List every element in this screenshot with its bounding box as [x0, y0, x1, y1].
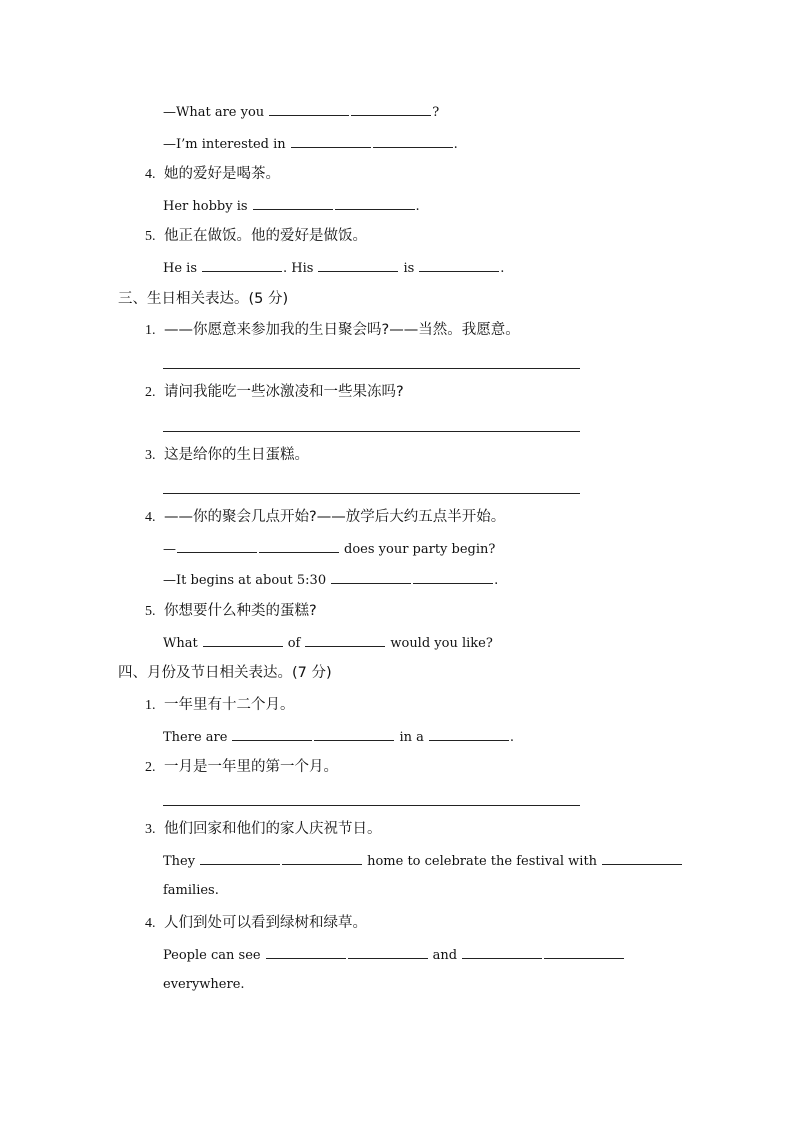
- blank[interactable]: [462, 945, 542, 959]
- blank[interactable]: [413, 570, 493, 584]
- blank[interactable]: [351, 102, 431, 116]
- s4-q1-prompt: 1. 一年里有十二个月。: [145, 697, 295, 713]
- s2-q3-answer-line: —I’m interested in .: [163, 134, 458, 154]
- blank[interactable]: [266, 945, 346, 959]
- s3-q5-answer-line: What of would you like?: [163, 633, 493, 653]
- blank[interactable]: [259, 539, 339, 553]
- s3-q1-answer-line[interactable]: [163, 368, 580, 369]
- s3-q2-prompt: 2. 请问我能吃一些冰激凌和一些果冻吗?: [145, 384, 404, 400]
- blank[interactable]: [200, 851, 280, 865]
- blank[interactable]: [253, 196, 333, 210]
- section-3-title: 三、生日相关表达。(5 分): [118, 291, 289, 307]
- s4-q3-continuation: families.: [163, 883, 219, 898]
- s4-q2-prompt: 2. 一月是一年里的第一个月。: [145, 759, 338, 775]
- s4-q4-continuation: everywhere.: [163, 977, 245, 992]
- blank[interactable]: [544, 945, 624, 959]
- blank[interactable]: [291, 134, 371, 148]
- section-4-title: 四、月份及节日相关表达。(7 分): [118, 665, 332, 681]
- s4-q3-prompt: 3. 他们回家和他们的家人庆祝节日。: [145, 821, 382, 837]
- s2-q5-answer-line: He is . His is .: [163, 258, 504, 278]
- s4-q1-answer-line: There are in a .: [163, 727, 514, 747]
- s3-q4-question-line: — does your party begin?: [163, 539, 495, 559]
- blank[interactable]: [305, 633, 385, 647]
- blank[interactable]: [373, 134, 453, 148]
- s4-q4-answer-line: People can see and: [163, 945, 625, 965]
- s2-q4-prompt: 4. 她的爱好是喝茶。: [145, 166, 280, 182]
- s3-q3-answer-line[interactable]: [163, 493, 580, 494]
- blank[interactable]: [318, 258, 398, 272]
- blank[interactable]: [335, 196, 415, 210]
- s2-q3-question-line: —What are you ?: [163, 102, 439, 122]
- s4-q3-answer-line: They home to celebrate the festival with: [163, 851, 683, 871]
- s2-q4-answer-line: Her hobby is .: [163, 196, 420, 216]
- blank[interactable]: [602, 851, 682, 865]
- blank[interactable]: [203, 633, 283, 647]
- blank[interactable]: [348, 945, 428, 959]
- blank[interactable]: [429, 727, 509, 741]
- blank[interactable]: [232, 727, 312, 741]
- blank[interactable]: [282, 851, 362, 865]
- s4-q2-answer-line[interactable]: [163, 805, 580, 806]
- s3-q4-prompt: 4. ——你的聚会几点开始?——放学后大约五点半开始。: [145, 509, 506, 525]
- s4-q4-prompt: 4. 人们到处可以看到绿树和绿草。: [145, 915, 367, 931]
- s3-q1-prompt: 1. ——你愿意来参加我的生日聚会吗?——当然。我愿意。: [145, 322, 520, 338]
- s3-q3-prompt: 3. 这是给你的生日蛋糕。: [145, 447, 309, 463]
- blank[interactable]: [269, 102, 349, 116]
- blank[interactable]: [331, 570, 411, 584]
- blank[interactable]: [177, 539, 257, 553]
- s3-q2-answer-line[interactable]: [163, 431, 580, 432]
- blank[interactable]: [314, 727, 394, 741]
- blank[interactable]: [419, 258, 499, 272]
- blank[interactable]: [202, 258, 282, 272]
- s2-q5-prompt: 5. 他正在做饭。他的爱好是做饭。: [145, 228, 367, 244]
- s3-q5-prompt: 5. 你想要什么种类的蛋糕?: [145, 603, 317, 619]
- s3-q4-answer-line: —It begins at about 5:30 .: [163, 570, 498, 590]
